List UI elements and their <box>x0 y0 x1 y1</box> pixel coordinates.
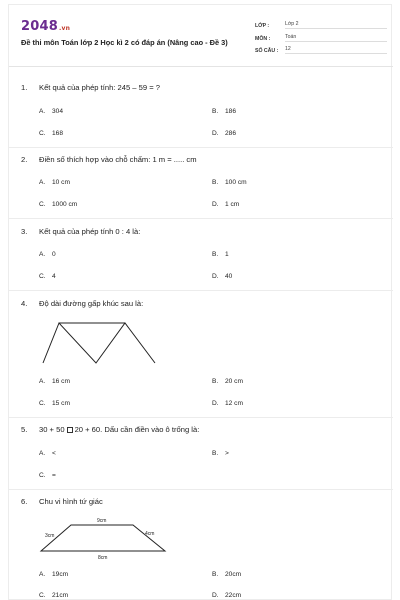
option-key: D. <box>212 273 219 280</box>
question-number: 4. <box>21 299 28 308</box>
meta-row-count <box>255 42 387 54</box>
option-key: D. <box>212 592 219 599</box>
option-5a[interactable] <box>39 450 56 457</box>
option-key: C. <box>39 400 46 407</box>
option-key: D. <box>212 130 219 137</box>
question-text: Kết quả của phép tính 0 : 4 là: <box>39 227 141 236</box>
option-key: D. <box>212 400 219 407</box>
meta-row-subject <box>255 30 387 42</box>
blank-box <box>67 427 73 433</box>
question-number: 1. <box>21 83 28 92</box>
option-text: < <box>52 450 56 457</box>
divider <box>9 489 393 490</box>
divider <box>9 290 393 291</box>
site-logo[interactable] <box>21 19 70 34</box>
question-5 <box>21 425 199 434</box>
question-number: 5. <box>21 425 28 434</box>
trapezoid-figure <box>33 511 183 563</box>
option-key: D. <box>212 201 219 208</box>
meta-value: Lớp 2 <box>285 21 387 29</box>
option-text: 22cm <box>225 592 242 599</box>
option-text: 0 <box>52 251 56 258</box>
option-key: A. <box>39 179 46 186</box>
option-text: 15 cm <box>52 400 70 407</box>
option-key: A. <box>39 571 46 578</box>
question-4 <box>21 299 143 308</box>
question-text: Điền số thích hợp vào chỗ chấm: 1 m = ..... cm <box>39 155 197 164</box>
meta-value: Toán <box>285 34 387 42</box>
question-3 <box>21 227 140 236</box>
option-2a[interactable] <box>39 179 70 186</box>
option-key: B. <box>212 571 219 578</box>
exam-sheet <box>8 4 392 600</box>
option-6a[interactable] <box>39 571 68 578</box>
option-4b[interactable] <box>212 378 243 385</box>
option-text: 186 <box>225 108 237 115</box>
option-key: C. <box>39 201 46 208</box>
option-text: 40 <box>225 273 233 280</box>
exam-header <box>9 5 393 67</box>
option-1c[interactable] <box>39 130 63 137</box>
option-text: > <box>225 450 229 457</box>
option-2c[interactable] <box>39 201 77 208</box>
meta-key: MÔN : <box>255 35 271 42</box>
option-key: A. <box>39 450 46 457</box>
question-1 <box>21 83 160 92</box>
question-6 <box>21 497 103 506</box>
question-number: 6. <box>21 497 28 506</box>
question-text-post: 20 + 60. Dấu cần điền vào ô trống là: <box>74 425 200 434</box>
option-3c[interactable] <box>39 273 56 280</box>
option-text: 1 <box>225 251 229 258</box>
question-number: 3. <box>21 227 28 236</box>
option-text: 10 cm <box>52 179 70 186</box>
option-key: A. <box>39 378 46 385</box>
option-text: 1000 cm <box>52 201 78 208</box>
option-text: 20 cm <box>225 378 243 385</box>
label-top: 9cm <box>97 518 107 524</box>
option-key: B. <box>212 378 219 385</box>
option-1d[interactable] <box>212 130 236 137</box>
question-text-pre: 30 + 50 <box>39 425 65 434</box>
option-text: 20cm <box>225 571 242 578</box>
option-text: 168 <box>52 130 64 137</box>
option-key: C. <box>39 592 46 599</box>
zigzag-line-figure <box>39 317 179 369</box>
option-key: B. <box>212 251 219 258</box>
option-2b[interactable] <box>212 179 247 186</box>
option-5b[interactable] <box>212 450 229 457</box>
option-2d[interactable] <box>212 201 239 208</box>
option-text: 1 cm <box>225 201 240 208</box>
option-text: 286 <box>225 130 237 137</box>
option-4d[interactable] <box>212 400 243 407</box>
option-4c[interactable] <box>39 400 70 407</box>
meta-row-class <box>255 17 387 29</box>
option-4a[interactable] <box>39 378 70 385</box>
option-key: B. <box>212 108 219 115</box>
option-text: 19cm <box>52 571 69 578</box>
option-6c[interactable] <box>39 592 68 599</box>
meta-value: 12 <box>285 46 387 54</box>
option-1a[interactable] <box>39 108 63 115</box>
option-6d[interactable] <box>212 592 241 599</box>
option-1b[interactable] <box>212 108 236 115</box>
logo-suffix: .vn <box>58 25 71 32</box>
zigzag-path <box>43 323 155 363</box>
option-key: A. <box>39 108 46 115</box>
option-3b[interactable] <box>212 251 229 258</box>
question-text: Kết quả của phép tính: 245 – 59 = ? <box>39 83 160 92</box>
option-key: B. <box>212 179 219 186</box>
trapezoid-shape <box>41 525 165 551</box>
exam-meta <box>255 17 387 55</box>
divider <box>9 147 393 148</box>
option-key: A. <box>39 251 46 258</box>
meta-key: SỐ CÂU : <box>255 48 279 54</box>
option-key: C. <box>39 273 46 280</box>
option-5c[interactable] <box>39 472 56 479</box>
option-text: 16 cm <box>52 378 70 385</box>
option-text: 21cm <box>52 592 69 599</box>
exam-title: Đề thi môn Toán lớp 2 Học kì 2 có đáp án (Nâng cao - Đề 3) <box>21 38 228 47</box>
option-key: C. <box>39 472 46 479</box>
question-text: Chu vi hình tứ giác <box>39 497 103 506</box>
option-6b[interactable] <box>212 571 241 578</box>
option-3a[interactable] <box>39 251 56 258</box>
question-2 <box>21 155 197 164</box>
option-key: B. <box>212 450 219 457</box>
option-text: 304 <box>52 108 64 115</box>
option-3d[interactable] <box>212 273 232 280</box>
label-bottom: 8cm <box>98 555 108 561</box>
logo-text: 2048 <box>21 19 58 34</box>
option-key: C. <box>39 130 46 137</box>
option-text: 12 cm <box>225 400 243 407</box>
option-text: = <box>52 472 56 479</box>
divider <box>9 218 393 219</box>
option-text: 100 cm <box>225 179 247 186</box>
meta-key: LỚP : <box>255 23 270 29</box>
question-text: Độ dài đường gấp khúc sau là: <box>39 299 144 308</box>
label-left: 3cm <box>45 533 55 539</box>
divider <box>9 417 393 418</box>
question-number: 2. <box>21 155 28 164</box>
label-right: 4cm <box>145 531 155 537</box>
option-text: 4 <box>52 273 56 280</box>
